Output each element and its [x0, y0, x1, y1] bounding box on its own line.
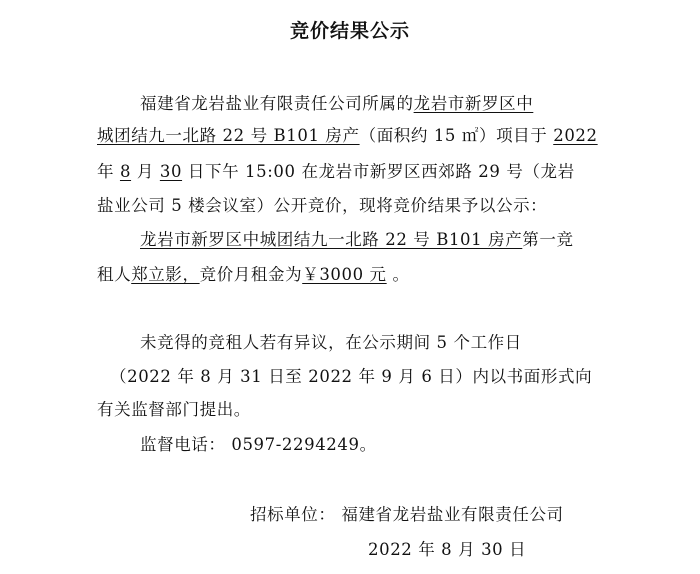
para1-l3-year-unit: 年: [97, 162, 120, 181]
property-address-full: 龙岩市新罗区中城团结九一北路 22 号 B101 房产: [140, 230, 523, 249]
para2-l2-rent-label: 竞价月租金为: [199, 265, 303, 284]
para2-l2-text: 租人: [97, 265, 132, 284]
auction-year: 2022: [553, 126, 598, 145]
para1-l3-month-unit: 月: [131, 162, 160, 181]
monthly-rent: ￥3000 元: [302, 265, 387, 284]
signature-date: 2022 年 8 月 30 日: [368, 540, 527, 559]
property-address-part1: 龙岩市新罗区中: [413, 94, 534, 113]
para3-line2: （2022 年 8 月 31 日至 2022 年 9 月 6 日）内以书面形式向: [110, 367, 593, 386]
auction-month: 8: [119, 162, 132, 181]
page-title: 竞价结果公示: [289, 20, 410, 42]
para1-line3: [97, 161, 575, 183]
para1-l3-text: 日下午 15:00 在龙岩市新罗区西郊路 29 号（龙岩: [182, 162, 575, 181]
para1-line1: [140, 93, 533, 115]
supervision-phone: 监督电话： 0597-2294249。: [140, 435, 377, 454]
auction-day: 30: [159, 162, 183, 181]
para1-line2: [97, 125, 598, 147]
para1-line4: 盐业公司 5 楼会议室）公开竞价，现将竞价结果予以公示：: [97, 196, 548, 215]
property-address-part2: 城团结九一北路 22 号 B101 房产: [97, 126, 360, 145]
para2-line2: [97, 264, 410, 286]
para1-l2-text: （面积约 15 ㎡）项目于: [359, 126, 554, 145]
para2-l2-end: 。: [386, 265, 410, 284]
para1-l1-text: 福建省龙岩盐业有限责任公司所属的: [140, 94, 414, 113]
para2-line1: [140, 229, 574, 251]
para3-line1: 未竞得的竞租人若有异议，在公示期间 5 个工作日: [140, 333, 522, 352]
bidding-organization: 招标单位： 福建省龙岩盐业有限责任公司: [250, 505, 564, 524]
para3-line3: 有关监督部门提出。: [97, 400, 251, 419]
para2-l1-text: 第一竞: [522, 230, 574, 249]
winning-bidder: 郑立影，: [131, 265, 200, 284]
